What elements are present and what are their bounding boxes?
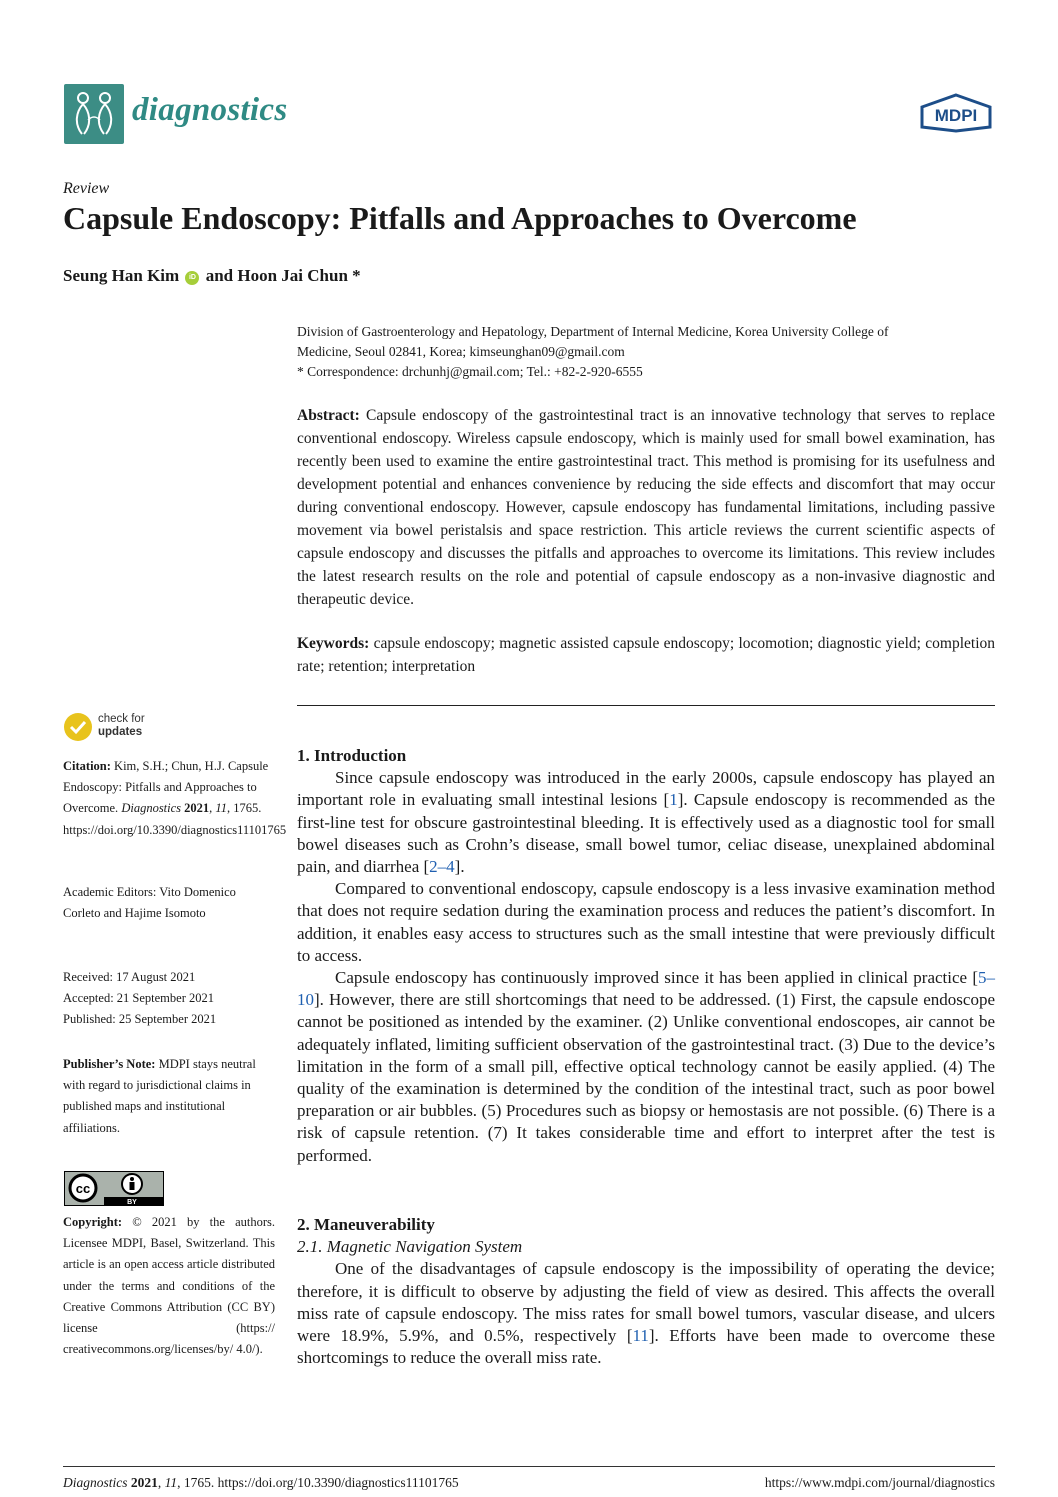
citation-journal: Diagnostics bbox=[121, 801, 182, 816]
citation: Citation: Kim, S.H.; Chun, H.J. Capsule Endoscopy: Pitfalls and Approaches to Overcome. Diagnostics 2021, 11, 1765. https://doi.org/10.3390/diagnostics11101765 bbox=[63, 759, 287, 837]
paragraph: Capsule endoscopy has continuously improved since it has been applied in clinical practice [5–10]. However, there are still shortcomings that need to be addressed. (1) First, the capsule endoscope cannot be positioned as intended by the examiner. (2) Unlike conventional endoscopes, air cannot be adequately inflated, limiting sufficient observation of the gastrointestinal tract. (3) Due to the device’s limitation in the form of a small pill, effective optical technology cannot be easily applied. (4) The quality of the examination is determined by the condition of the intestinal tract, such as poor bowel preparation or air bubbles. (5) Procedures such as biopsy or hemostasis are not possible. (6) There is a risk of capsule retention. (7) It takes considerable time and effort to interpret after the test is performed. bbox=[297, 968, 995, 1165]
cc-by-icon bbox=[64, 1171, 164, 1206]
footer-journal-url[interactable]: https://www.mdpi.com/journal/diagnostics bbox=[764, 1475, 995, 1490]
keywords-text: capsule endoscopy; magnetic assisted capsule endoscopy; locomotion; diagnostic yield; completion rate; retention; interpretation bbox=[297, 635, 996, 675]
copyright bbox=[63, 1212, 275, 1360]
abstract bbox=[297, 404, 995, 611]
footer-citation: Diagnostics 2021, 11, 1765. https://doi.org/10.3390/diagnostics11101765 bbox=[63, 1475, 459, 1490]
correspondence: * Correspondence: drchunhj@gmail.com; Tel.: +82-2-920-6555 bbox=[297, 364, 643, 379]
footer-journal: Diagnostics bbox=[63, 1475, 128, 1490]
copyright-text: © 2021 by the authors. Licensee MDPI, Basel, Switzerland. This article is an open access article distributed under the terms and conditions of the Creative Commons Attribution (CC BY) license (https:// creativecommons.org/licenses/by/ 4.0/). bbox=[63, 1215, 275, 1357]
citation-text: Kim, S.H.; Chun, H.J. Capsule Endoscopy: Pitfalls and Approaches to Overcome. bbox=[63, 759, 269, 816]
abstract-label: Abstract: bbox=[297, 407, 360, 424]
section-introduction bbox=[297, 745, 995, 1167]
reference-link[interactable]: 1 bbox=[669, 790, 678, 810]
check-for-updates-icon bbox=[63, 712, 93, 742]
check-for-updates-badge[interactable] bbox=[63, 712, 183, 744]
publishers-note-text: MDPI stays neutral with regard to jurisdictional claims in published maps and institutional affiliations. bbox=[63, 1057, 256, 1135]
paragraph: Compared to conventional endoscopy, capsule endoscopy is a less invasive examination method that does not require sedation during the examination process and reduces the patient’s discomfort. In addition, it enables easy access to structures such as the small intestine that were previously difficult to access. bbox=[297, 879, 995, 965]
citation-label: Citation: bbox=[63, 759, 111, 773]
footer-doi[interactable]: , 1765. https://doi.org/10.3390/diagnostics11101765 bbox=[177, 1475, 459, 1490]
citation-year: 2021 bbox=[184, 801, 210, 816]
paragraph: Since capsule endoscopy was introduced in the early 2000s, capsule endoscopy has played an important role in evaluating small intestinal lesions [1]. Capsule endoscopy is recommended as the first-line test for obscure gastrointestinal bleeding. It is effectively used as a diagnostic tool for small bowel diseases such as Crohn’s disease, small bowel tumor, celiac disease, unexplained abdominal pain, and diarrhea [2–4]. bbox=[297, 768, 995, 877]
keywords-label: Keywords: bbox=[297, 635, 370, 652]
divider bbox=[297, 705, 995, 706]
publishers-note-label: Publisher’s Note: bbox=[63, 1057, 156, 1071]
updates-text: updates bbox=[98, 726, 143, 738]
received-date: Received: 17 August 2021 bbox=[63, 970, 196, 984]
keywords bbox=[297, 632, 995, 678]
diagnostics-logo-icon bbox=[64, 84, 124, 144]
author-name: Seung Han Kim bbox=[63, 266, 180, 285]
orcid-icon[interactable]: iD bbox=[185, 271, 199, 285]
dates bbox=[63, 967, 275, 1031]
journal-logo bbox=[64, 84, 124, 144]
article-type: Review bbox=[63, 180, 110, 197]
accepted-date: Accepted: 21 September 2021 bbox=[63, 991, 214, 1006]
copyright-label: Copyright: bbox=[63, 1215, 123, 1229]
citation-volume: 11 bbox=[215, 801, 227, 816]
footer-year: 2021 bbox=[130, 1475, 158, 1490]
section-heading: 1. Introduction bbox=[297, 746, 407, 765]
subsection-heading: 2.1. Magnetic Navigation System bbox=[297, 1237, 523, 1257]
section-heading: 2. Maneuverability bbox=[297, 1215, 435, 1234]
published-date: Published: 25 September 2021 bbox=[63, 1012, 217, 1027]
svg-text:cc: cc bbox=[75, 1181, 91, 1196]
mdpi-logo-icon bbox=[918, 93, 994, 133]
check-for-text: check for bbox=[98, 713, 145, 725]
abstract-text: Capsule endoscopy of the gastrointestinal tract is an innovative technology that serves to replace conventional endoscopy. Wireless capsule endoscopy, which is mainly used for small bowel examination, has recently been used to examine the entire gastrointestinal tract. This method is promising for its usefulness and development potential and enhances convenience by reducing the side effects and discomfort that may occur during conventional endoscopy. However, capsule endoscopy has fundamental limitations, including passive movement via bowel peristalsis and space restriction. This article reviews the current scientific aspects of capsule endoscopy and discusses the pitfalls and approaches to overcome its limitations. This review includes the latest research results on the role and potential of capsule endoscopy as a non-invasive diagnostic and therapeutic device. bbox=[297, 407, 995, 608]
affiliation-line: Medicine, Seoul 02841, Korea; kimseunghan09@gmail.com bbox=[297, 344, 625, 359]
reference-link[interactable]: 2–4 bbox=[429, 857, 455, 877]
affiliation-line: Division of Gastroenterology and Hepatology, Department of Internal Medicine, Korea University College of bbox=[297, 324, 889, 339]
academic-editors: Academic Editors: Vito Domenico Corleto and Hajime Isomoto bbox=[63, 885, 236, 921]
author-name: and Hoon Jai Chun * bbox=[205, 266, 361, 285]
citation-doi[interactable]: , 1765. https://doi.org/10.3390/diagnostics11101765 bbox=[63, 801, 287, 837]
footer-volume: 11 bbox=[164, 1475, 178, 1490]
publishers-note bbox=[63, 1054, 275, 1139]
cc-by-license-badge[interactable] bbox=[64, 1171, 164, 1206]
reference-link[interactable]: 5–10 bbox=[297, 968, 995, 1010]
journal-name[interactable]: diagnostics bbox=[132, 92, 288, 128]
affiliation bbox=[297, 322, 997, 382]
svg-text:BY: BY bbox=[127, 1199, 137, 1206]
author-list bbox=[63, 266, 361, 286]
mdpi-logo[interactable] bbox=[918, 93, 994, 133]
footer-divider bbox=[63, 1466, 995, 1467]
reference-link[interactable]: 11 bbox=[632, 1326, 649, 1346]
paragraph: One of the disadvantages of capsule endoscopy is the impossibility of operating the device; therefore, it is difficult to observe by adjusting the field of view as desired. This affects the overall miss rate of capsule endoscopy. The miss rates for small bowel tumors, vascular disease, and ulcers were 18.9%, 5.9%, and 0.5%, respectively [11]. Efforts have been made to overcome these shortcomings to reduce the overall miss rate. bbox=[297, 1259, 995, 1368]
article-title: Capsule Endoscopy: Pitfalls and Approaches to Overcome bbox=[63, 200, 857, 236]
mdpi-logo-text: MDPI bbox=[934, 106, 978, 125]
section-maneuverability bbox=[297, 1214, 995, 1369]
